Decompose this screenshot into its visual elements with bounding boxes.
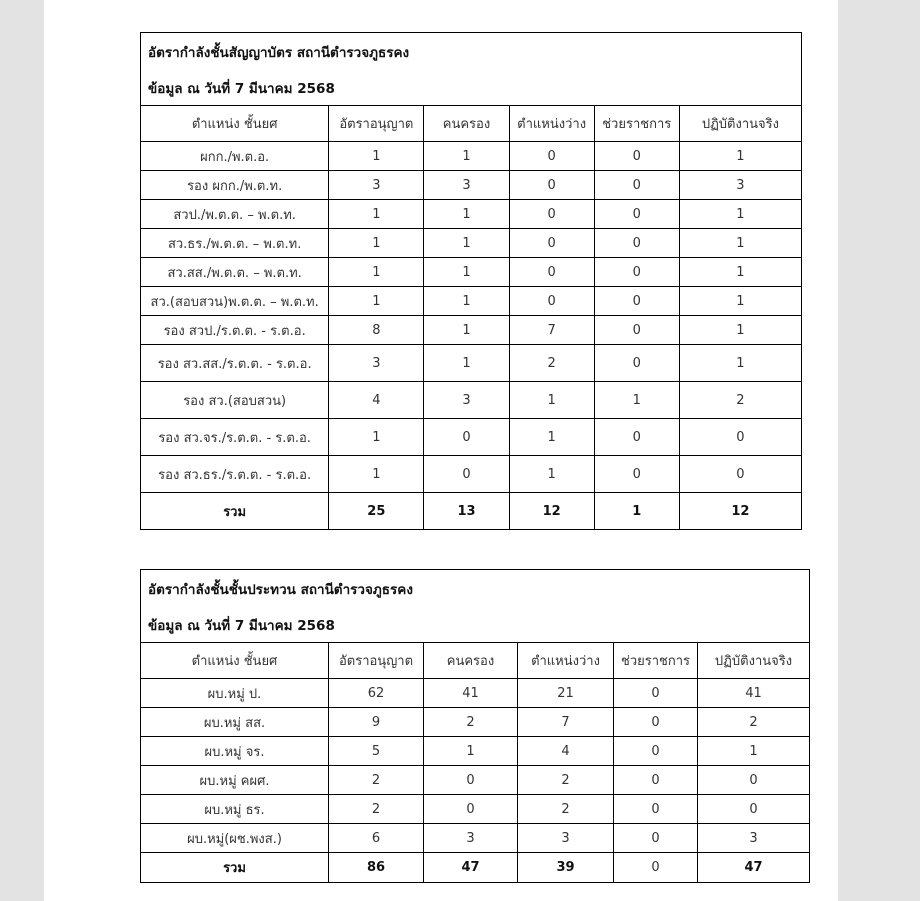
total-row xyxy=(141,493,802,530)
cell-authorized: 6 xyxy=(329,824,424,853)
cell-occupied: 1 xyxy=(424,258,509,287)
table-row xyxy=(141,795,810,824)
cell-authorized: 2 xyxy=(329,795,424,824)
cell-seconded: 0 xyxy=(594,171,679,200)
cell-actual-duty: 2 xyxy=(679,382,801,419)
cell-authorized: 3 xyxy=(329,345,424,382)
cell-occupied: 3 xyxy=(424,382,509,419)
cell-authorized: 1 xyxy=(329,142,424,171)
table-subtitle: ข้อมูล ณ วันที่ 7 มีนาคม 2568 xyxy=(148,81,335,97)
cell-seconded: 0 xyxy=(594,316,679,345)
cell-position-rank: สว.สส./พ.ต.ต. – พ.ต.ท. xyxy=(141,258,329,287)
table-row xyxy=(141,456,802,493)
cell-position-rank: สว.(สอบสวน)พ.ต.ต. – พ.ต.ท. xyxy=(141,287,329,316)
cell-seconded: 0 xyxy=(594,345,679,382)
cell-vacant: 1 xyxy=(509,382,594,419)
cell-position-rank: รอง ผกก./พ.ต.ท. xyxy=(141,171,329,200)
table-row xyxy=(141,171,802,200)
cell-authorized: 1 xyxy=(329,258,424,287)
table-row xyxy=(141,766,810,795)
table-row xyxy=(141,708,810,737)
cell-actual-duty: 1 xyxy=(679,345,801,382)
cell-position-rank: รอง สวป./ร.ต.ต. - ร.ต.อ. xyxy=(141,316,329,345)
cell-actual-duty: 1 xyxy=(679,229,801,258)
cell-vacant: 0 xyxy=(509,142,594,171)
total-seconded: 1 xyxy=(594,493,679,530)
cell-seconded: 0 xyxy=(594,456,679,493)
cell-authorized: 4 xyxy=(329,382,424,419)
cell-actual-duty: 0 xyxy=(679,419,801,456)
table-header-row xyxy=(141,106,802,142)
cell-occupied: 1 xyxy=(424,142,509,171)
cell-position-rank: รอง สว.ธร./ร.ต.ต. - ร.ต.อ. xyxy=(141,456,329,493)
cell-vacant: 7 xyxy=(509,316,594,345)
cell-occupied: 3 xyxy=(424,171,509,200)
table-subtitle: ข้อมูล ณ วันที่ 7 มีนาคม 2568 xyxy=(148,618,335,634)
cell-seconded: 0 xyxy=(594,258,679,287)
cell-position-rank: ผบ.หมู่ สส. xyxy=(141,708,329,737)
cell-vacant: 2 xyxy=(509,345,594,382)
table-row xyxy=(141,258,802,287)
total-occupied: 13 xyxy=(424,493,509,530)
cell-seconded: 1 xyxy=(594,382,679,419)
cell-authorized: 5 xyxy=(329,737,424,766)
table-title: อัตรากำลังชั้นชั้นประทวน สถานีตำรวจภูธรคง xyxy=(148,582,413,598)
cell-actual-duty: 1 xyxy=(679,287,801,316)
cell-seconded: 0 xyxy=(594,287,679,316)
cell-occupied: 1 xyxy=(424,316,509,345)
cell-actual-duty: 0 xyxy=(698,766,810,795)
table-row xyxy=(141,824,810,853)
cell-occupied: 1 xyxy=(424,229,509,258)
cell-seconded: 0 xyxy=(614,708,698,737)
cell-occupied: 0 xyxy=(424,795,518,824)
table-row xyxy=(141,737,810,766)
cell-occupied: 0 xyxy=(424,766,518,795)
total-label: รวม xyxy=(141,493,329,530)
cell-position-rank: รอง สว.(สอบสวน) xyxy=(141,382,329,419)
header-vacant: ตำแหน่งว่าง xyxy=(509,106,594,142)
cell-seconded: 0 xyxy=(614,824,698,853)
cell-vacant: 0 xyxy=(509,229,594,258)
cell-actual-duty: 3 xyxy=(698,824,810,853)
cell-authorized: 1 xyxy=(329,229,424,258)
total-label: รวม xyxy=(141,853,329,883)
header-occupied: คนครอง xyxy=(424,106,509,142)
cell-vacant: 4 xyxy=(518,737,614,766)
cell-actual-duty: 0 xyxy=(679,456,801,493)
table-row xyxy=(141,316,802,345)
total-row xyxy=(141,853,810,883)
cell-authorized: 1 xyxy=(329,456,424,493)
table-row xyxy=(141,287,802,316)
total-actual-duty: 47 xyxy=(698,853,810,883)
cell-actual-duty: 3 xyxy=(679,171,801,200)
table-row xyxy=(141,229,802,258)
cell-actual-duty: 1 xyxy=(679,316,801,345)
header-position-rank: ตำแหน่ง ชั้นยศ xyxy=(141,643,329,679)
table-title: อัตรากำลังชั้นสัญญาบัตร สถานีตำรวจภูธรคง xyxy=(148,45,410,61)
cell-vacant: 7 xyxy=(518,708,614,737)
cell-position-rank: ผบ.หมู่ ป. xyxy=(141,679,329,708)
cell-position-rank: ผบ.หมู่ ธร. xyxy=(141,795,329,824)
header-occupied: คนครอง xyxy=(424,643,518,679)
cell-occupied: 1 xyxy=(424,345,509,382)
cell-position-rank: ผบ.หมู่ จร. xyxy=(141,737,329,766)
cell-vacant: 2 xyxy=(518,795,614,824)
table-row xyxy=(141,345,802,382)
cell-seconded: 0 xyxy=(594,229,679,258)
header-authorized: อัตราอนุญาต xyxy=(329,106,424,142)
total-actual-duty: 12 xyxy=(679,493,801,530)
cell-vacant: 0 xyxy=(509,287,594,316)
header-authorized: อัตราอนุญาต xyxy=(329,643,424,679)
cell-actual-duty: 1 xyxy=(698,737,810,766)
header-seconded: ช่วยราชการ xyxy=(594,106,679,142)
cell-authorized: 8 xyxy=(329,316,424,345)
cell-authorized: 1 xyxy=(329,200,424,229)
cell-authorized: 2 xyxy=(329,766,424,795)
total-vacant: 39 xyxy=(518,853,614,883)
cell-vacant: 0 xyxy=(509,200,594,229)
cell-actual-duty: 0 xyxy=(698,795,810,824)
cell-position-rank: สวป./พ.ต.ต. – พ.ต.ท. xyxy=(141,200,329,229)
cell-actual-duty: 1 xyxy=(679,200,801,229)
cell-actual-duty: 1 xyxy=(679,142,801,171)
header-seconded: ช่วยราชการ xyxy=(614,643,698,679)
cell-seconded: 0 xyxy=(614,737,698,766)
cell-occupied: 0 xyxy=(424,456,509,493)
cell-authorized: 1 xyxy=(329,287,424,316)
table-row xyxy=(141,142,802,171)
cell-seconded: 0 xyxy=(614,795,698,824)
cell-actual-duty: 2 xyxy=(698,708,810,737)
cell-vacant: 2 xyxy=(518,766,614,795)
total-authorized: 25 xyxy=(329,493,424,530)
cell-occupied: 0 xyxy=(424,419,509,456)
cell-seconded: 0 xyxy=(594,142,679,171)
table-row xyxy=(141,382,802,419)
table-title-cell xyxy=(141,33,802,106)
cell-position-rank: ผบ.หมู่ คผศ. xyxy=(141,766,329,795)
document-page xyxy=(44,0,838,901)
header-actual-duty: ปฏิบัติงานจริง xyxy=(698,643,810,679)
header-vacant: ตำแหน่งว่าง xyxy=(518,643,614,679)
table-row xyxy=(141,679,810,708)
cell-authorized: 9 xyxy=(329,708,424,737)
table-header-row xyxy=(141,643,810,679)
cell-vacant: 3 xyxy=(518,824,614,853)
cell-occupied: 2 xyxy=(424,708,518,737)
cell-occupied: 3 xyxy=(424,824,518,853)
header-actual-duty: ปฏิบัติงานจริง xyxy=(679,106,801,142)
cell-position-rank: ผกก./พ.ต.อ. xyxy=(141,142,329,171)
total-vacant: 12 xyxy=(509,493,594,530)
cell-position-rank: ผบ.หมู่(ผช.พงส.) xyxy=(141,824,329,853)
cell-occupied: 1 xyxy=(424,737,518,766)
cell-vacant: 1 xyxy=(509,419,594,456)
cell-position-rank: รอง สว.จร./ร.ต.ต. - ร.ต.อ. xyxy=(141,419,329,456)
cell-occupied: 1 xyxy=(424,287,509,316)
cell-position-rank: สว.ธร./พ.ต.ต. – พ.ต.ท. xyxy=(141,229,329,258)
cell-vacant: 0 xyxy=(509,171,594,200)
commissioned-officers-table xyxy=(140,32,802,530)
cell-authorized: 62 xyxy=(329,679,424,708)
cell-occupied: 1 xyxy=(424,200,509,229)
cell-authorized: 3 xyxy=(329,171,424,200)
cell-position-rank: รอง สว.สส./ร.ต.ต. - ร.ต.อ. xyxy=(141,345,329,382)
cell-seconded: 0 xyxy=(614,766,698,795)
table-row xyxy=(141,419,802,456)
table-row xyxy=(141,200,802,229)
cell-actual-duty: 41 xyxy=(698,679,810,708)
header-position-rank: ตำแหน่ง ชั้นยศ xyxy=(141,106,329,142)
cell-authorized: 1 xyxy=(329,419,424,456)
total-occupied: 47 xyxy=(424,853,518,883)
cell-actual-duty: 1 xyxy=(679,258,801,287)
total-seconded: 0 xyxy=(614,853,698,883)
cell-occupied: 41 xyxy=(424,679,518,708)
cell-vacant: 0 xyxy=(509,258,594,287)
non-commissioned-officers-table xyxy=(140,569,810,883)
table-title-cell xyxy=(141,570,810,643)
cell-vacant: 21 xyxy=(518,679,614,708)
cell-seconded: 0 xyxy=(614,679,698,708)
cell-vacant: 1 xyxy=(509,456,594,493)
total-authorized: 86 xyxy=(329,853,424,883)
cell-seconded: 0 xyxy=(594,200,679,229)
cell-seconded: 0 xyxy=(594,419,679,456)
